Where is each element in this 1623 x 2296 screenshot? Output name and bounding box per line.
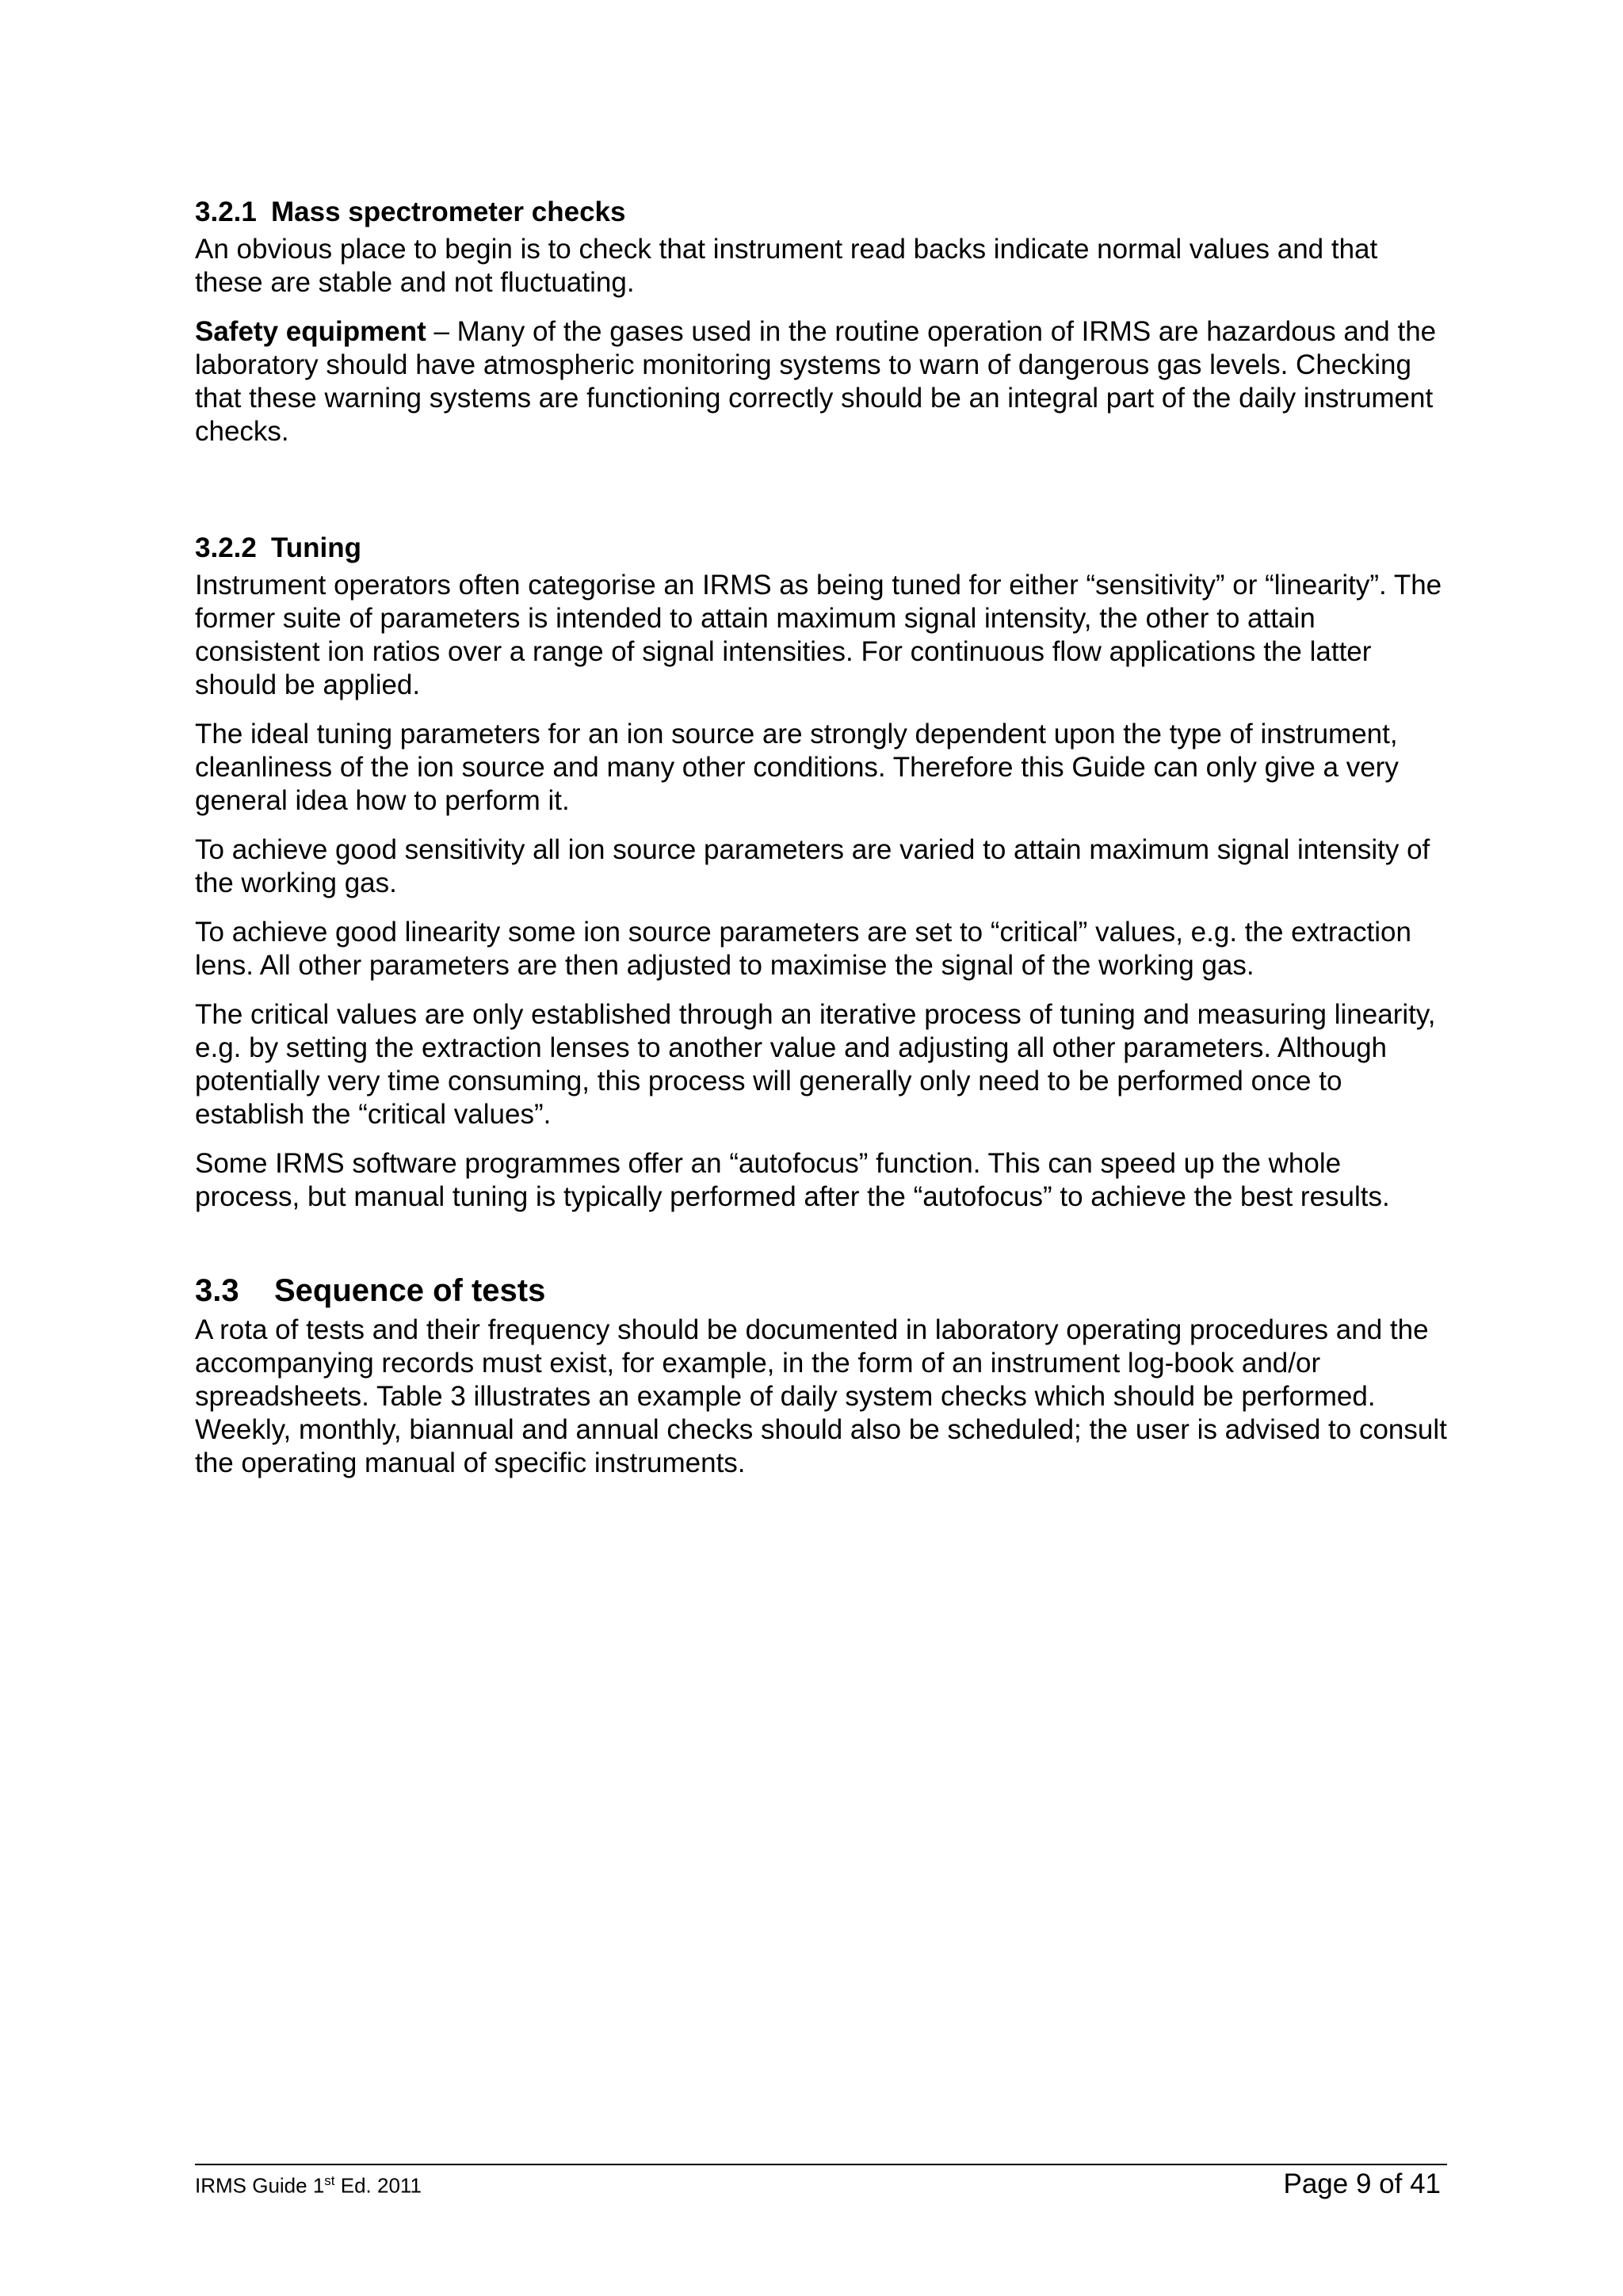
- safety-text: – Many of the gases used in the routine operation of IRMS are hazardous and the laboratory should have atmospheric monitoring systems to warn of dangerous gas levels. Checking that these warning systems are functioning correctly should be an integral part of the daily instrument checks.: [195, 316, 1437, 447]
- section-number: 3.2.2: [195, 532, 257, 563]
- section-heading-3-2-2: [195, 531, 1447, 566]
- paragraph-safety: [195, 315, 1447, 448]
- paragraph: A rota of tests and their frequency should be documented in laboratory operating procedures and the accompanying records must exist, for example, in the form of an instrument log-book and/or spreadsheets. Table 3 illustrates an example of daily system checks which should be performed. Weekly, monthly, biannual and annual checks should also be scheduled; the user is advised to consult the operating manual of specific instruments.: [195, 1314, 1447, 1478]
- section-heading-3-2-1: [195, 195, 1447, 230]
- section-title: Tuning: [271, 532, 362, 563]
- paragraph: The ideal tuning parameters for an ion source are strongly dependent upon the type of instrument, cleanliness of the ion source and many other conditions. Therefore this Guide can only give a very general idea how to perform it.: [195, 719, 1399, 816]
- section-title: Mass spectrometer checks: [271, 196, 626, 227]
- paragraph: An obvious place to begin is to check that instrument read backs indicate normal values and that these are stable and not fluctuating.: [195, 234, 1378, 298]
- paragraph: To achieve good sensitivity all ion source parameters are varied to attain maximum signal intensity of the working gas.: [195, 834, 1430, 898]
- page-footer: [195, 2164, 1447, 2213]
- paragraph: Some IRMS software programmes offer an “autofocus” function. This can speed up the whole process, but manual tuning is typically performed after the “autofocus” to achieve the best results.: [195, 1148, 1390, 1212]
- page-content: [195, 195, 1447, 1496]
- safety-lead: Safety equipment: [195, 316, 426, 347]
- section-number: 3.3: [195, 1273, 239, 1308]
- section-number: 3.2.1: [195, 196, 257, 227]
- section-heading-3-3: [195, 1271, 1447, 1310]
- section-title: Sequence of tests: [274, 1273, 546, 1308]
- paragraph: To achieve good linearity some ion source parameters are set to “critical” values, e.g. the extraction lens. All other parameters are then adjusted to maximise the signal of the working gas.: [195, 917, 1411, 981]
- footer-page-number: Page 9 of 41: [1283, 2168, 1441, 2199]
- paragraph: Instrument operators often categorise an IRMS as being tuned for either “sensitivity” or “linearity”. The former suite of parameters is intended to attain maximum signal intensity, the other to attain consistent ion ratios over a range of signal intensities. For continuous flow applications the latter should be applied.: [195, 570, 1442, 700]
- paragraph: The critical values are only established through an iterative process of tuning and measuring linearity, e.g. by setting the extraction lenses to another value and adjusting all other parameters. Although potentially very time consuming, this process will generally only need to be performed once to establish the “critical values”.: [195, 999, 1436, 1130]
- footer-document-title: IRMS Guide 1st Ed. 2011: [195, 2173, 422, 2198]
